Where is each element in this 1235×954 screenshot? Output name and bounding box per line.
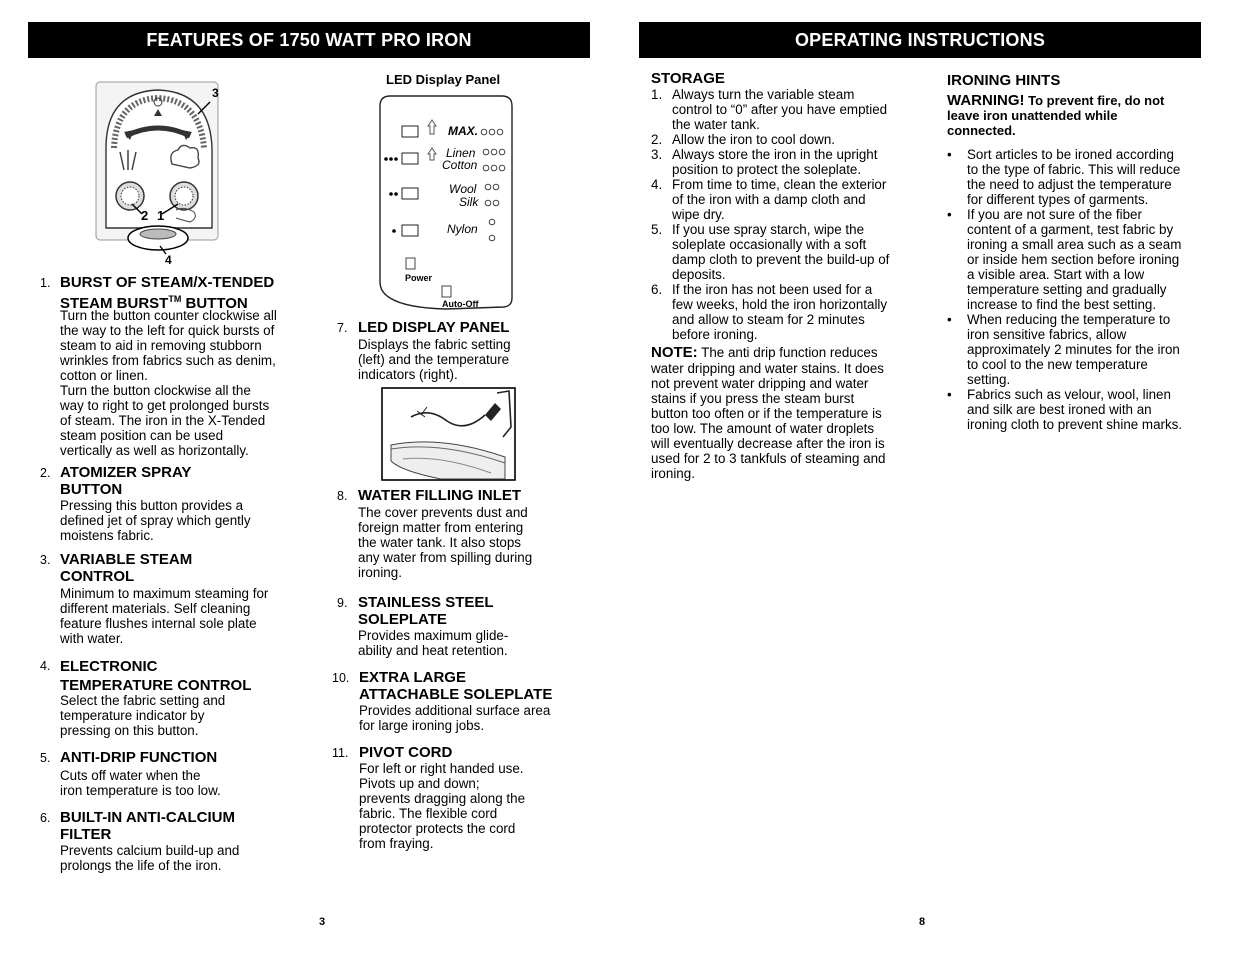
step-number: 5. bbox=[651, 222, 663, 237]
feature-number: 4. bbox=[40, 659, 51, 673]
feature-title: ATOMIZER SPRAY BUTTON bbox=[60, 464, 192, 498]
storage-step bbox=[651, 132, 911, 147]
step-text: Always turn the variable steam control to “0” after you have emptied the water tank. bbox=[672, 87, 888, 132]
warning-text: To prevent fire, do not leave iron unattended while connected. bbox=[947, 93, 1165, 138]
feature-item-8 bbox=[337, 487, 577, 582]
pivot-cord-illustration bbox=[381, 387, 516, 481]
feature-title-line-2b: BUTTON bbox=[181, 295, 248, 312]
feature-title: BUILT-IN ANTI-CALCIUM FILTER bbox=[60, 809, 235, 843]
hints-list bbox=[947, 147, 1207, 432]
feature-description: Cuts off water when the iron temperature is too low. bbox=[60, 768, 221, 798]
storage-step bbox=[651, 177, 911, 222]
storage-heading: STORAGE bbox=[651, 70, 725, 87]
fire-warning bbox=[947, 93, 1207, 138]
feature-number: 6. bbox=[40, 811, 51, 825]
feature-title: VARIABLE STEAM CONTROL bbox=[60, 551, 193, 585]
ironing-hints-section bbox=[947, 72, 1207, 432]
led-silk-label: Silk bbox=[459, 195, 479, 209]
feature-title: LED DISPLAY PANEL bbox=[358, 319, 510, 336]
feature-description: Select the fabric setting and temperature indicator by pressing on this button. bbox=[60, 693, 226, 738]
feature-description: Pressing this button provides a defined jet of spray which gently moistens fabric. bbox=[60, 498, 251, 543]
storage-step bbox=[651, 87, 911, 132]
storage-step bbox=[651, 222, 911, 282]
features-banner: FEATURES OF 1750 WATT PRO IRON bbox=[28, 22, 590, 58]
hint-text: If you are not sure of the fiber content of a garment, test fabric by ironing a small area such as a seam or inside hem section before ironing a visible area. Start with a low temperature setting and gradually increase to find the best setting. bbox=[967, 207, 1182, 312]
feature-item-10 bbox=[332, 669, 577, 737]
callout-3: 3 bbox=[212, 86, 219, 100]
feature-title: WATER FILLING INLET bbox=[358, 487, 522, 504]
note-label: NOTE: bbox=[651, 344, 698, 361]
step-number: 6. bbox=[651, 282, 663, 297]
storage-section bbox=[651, 70, 911, 481]
led-max-label: MAX. bbox=[448, 124, 478, 138]
feature-item-1 bbox=[40, 274, 300, 464]
step-text: Always store the iron in the upright position to protect the soleplate. bbox=[672, 147, 878, 177]
warning-label: WARNING! bbox=[947, 92, 1025, 109]
step-number: 3. bbox=[651, 147, 663, 162]
feature-item-2 bbox=[40, 464, 300, 554]
feature-description: Provides additional surface area for large ironing jobs. bbox=[359, 703, 551, 733]
feature-number: 10. bbox=[332, 671, 350, 685]
storage-step bbox=[651, 147, 911, 177]
operating-instructions-banner: OPERATING INSTRUCTIONS bbox=[639, 22, 1201, 58]
feature-title: STAINLESS STEEL SOLEPLATE bbox=[358, 594, 494, 628]
feature-description: Minimum to maximum steaming for different materials. Self cleaning feature flushes internal sole plate with water. bbox=[60, 586, 269, 646]
feature-description: Prevents calcium build-up and prolongs the life of the iron. bbox=[60, 843, 240, 873]
led-panel-caption: LED Display Panel bbox=[386, 72, 501, 87]
hint-item bbox=[947, 312, 1207, 387]
feature-number: 9. bbox=[337, 596, 348, 610]
step-number: 2. bbox=[651, 132, 663, 147]
feature-description: For left or right handed use. Pivots up and down; prevents dragging along the fabric. The flexible cord protector protects the cord from fraying. bbox=[359, 761, 526, 851]
hint-text: Fabrics such as velour, wool, linen and silk are best ironed with an ironing cloth to prevent shine marks. bbox=[967, 387, 1183, 432]
anti-drip-note bbox=[651, 344, 911, 481]
step-text: Allow the iron to cool down. bbox=[672, 132, 836, 147]
feature-number: 1. bbox=[40, 276, 51, 290]
feature-item-7 bbox=[337, 319, 577, 384]
feature-item-6 bbox=[40, 809, 300, 879]
feature-item-9 bbox=[337, 594, 577, 659]
storage-step bbox=[651, 282, 911, 342]
bullet: • bbox=[947, 312, 952, 327]
bullet: • bbox=[947, 207, 952, 222]
feature-title-line-1: BURST OF STEAM/X-TENDED bbox=[60, 274, 275, 291]
feature-number: 3. bbox=[40, 553, 51, 567]
feature-title: ELECTRONIC TEMPERATURE CONTROL bbox=[60, 658, 252, 694]
feature-item-4 bbox=[40, 657, 300, 747]
feature-description: Displays the fabric setting (left) and the temperature indicators (right). bbox=[358, 337, 511, 382]
step-number: 1. bbox=[651, 87, 663, 102]
storage-steps bbox=[651, 87, 911, 342]
step-text: If the iron has not been used for a few weeks, hold the iron horizontally and allow to steam for 2 minutes before ironing. bbox=[672, 282, 888, 342]
led-auto-off-label: Auto-Off bbox=[442, 299, 479, 309]
callout-4: 4 bbox=[165, 253, 172, 267]
feature-number: 11. bbox=[332, 746, 349, 760]
callout-2: 2 bbox=[141, 208, 149, 223]
callout-1: 1 bbox=[157, 208, 165, 223]
led-wool-label: Wool bbox=[449, 182, 477, 196]
feature-title: PIVOT CORD bbox=[359, 744, 453, 761]
bullet: • bbox=[947, 147, 952, 162]
feature-title-line-2: STEAM BURST bbox=[60, 295, 169, 312]
hint-item bbox=[947, 207, 1207, 312]
iron-controls-illustration bbox=[90, 78, 235, 268]
hint-text: When reducing the temperature to iron sensitive fabrics, allow approximately 2 minutes for the iron to cool to the new temperature setting. bbox=[967, 312, 1180, 387]
feature-item-11 bbox=[332, 744, 577, 854]
feature-description: Provides maximum glide- ability and heat retention. bbox=[358, 628, 509, 658]
feature-description: Turn the button counter clockwise all the way to the left for quick bursts of steam to aid in removing stubborn wrinkles from fabrics such as denim, cotton or linen. Turn the button clockwise all the way to right to get prolonged bursts of steam. The iron in the X-Tended steam position can be used vertically as well as horizontally. bbox=[60, 308, 277, 458]
led-power-label: Power bbox=[405, 273, 433, 283]
trademark-superscript: TM bbox=[168, 294, 182, 304]
page-number-left: 3 bbox=[319, 916, 326, 928]
feature-item-5 bbox=[40, 749, 300, 809]
feature-description: The cover prevents dust and foreign matter from entering the water tank. It also stops any water from spilling during ironing. bbox=[358, 505, 533, 580]
feature-title bbox=[60, 274, 274, 312]
hint-item bbox=[947, 147, 1207, 207]
feature-number: 2. bbox=[40, 466, 51, 480]
note-text: The anti drip function reduces water dripping and water stains. It does not prevent water dripping and water stains if you press the steam burst button too often or if the temperature is too low. The amount of water droplets will eventually decrease after the iron is used for 2 to 3 tankfuls of steaming and ironing. bbox=[651, 345, 886, 481]
feature-title: EXTRA LARGE ATTACHABLE SOLEPLATE bbox=[359, 669, 553, 703]
bullet: • bbox=[947, 387, 952, 402]
feature-item-3 bbox=[40, 551, 300, 651]
step-number: 4. bbox=[651, 177, 663, 192]
step-text: If you use spray starch, wipe the soleplate occasionally with a soft damp cloth to prevent the build-up of deposits. bbox=[672, 222, 890, 282]
page-number-right: 8 bbox=[919, 916, 926, 928]
led-linen-label: Linen bbox=[446, 146, 476, 160]
hint-item bbox=[947, 387, 1207, 432]
hint-text: Sort articles to be ironed according to the type of fabric. This will reduce the need to adjust the temperature for different types of garments. bbox=[967, 147, 1181, 207]
feature-title: ANTI-DRIP FUNCTION bbox=[60, 749, 218, 766]
led-cotton-label: Cotton bbox=[442, 158, 478, 172]
feature-number: 8. bbox=[337, 489, 348, 503]
feature-number: 5. bbox=[40, 751, 51, 765]
feature-number: 7. bbox=[337, 321, 348, 335]
led-display-illustration bbox=[376, 92, 516, 312]
led-nylon-label: Nylon bbox=[447, 222, 478, 236]
step-text: From time to time, clean the exterior of the iron with a damp cloth and wipe dry. bbox=[672, 177, 887, 222]
ironing-hints-heading: IRONING HINTS bbox=[947, 72, 1061, 89]
